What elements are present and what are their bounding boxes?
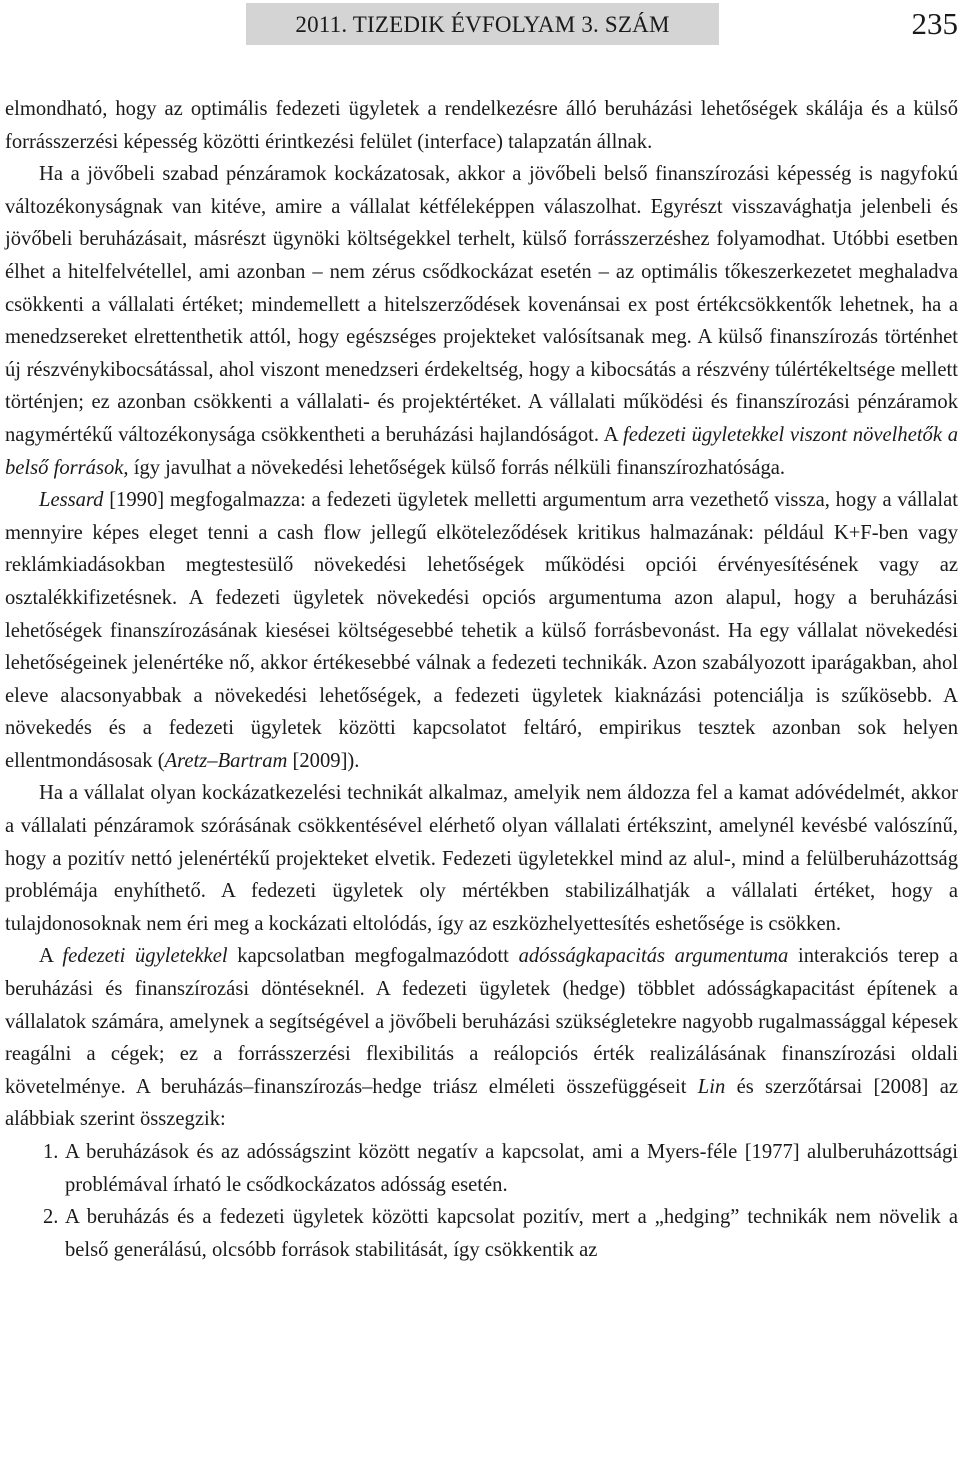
- list-item-text: A beruházások és az adósságszint között negatív a kapcsolat, ami a Myers-féle [1977] alulberuházottsági problémával írható le csődkockázatos adósság esetén.: [65, 1141, 958, 1196]
- paragraph-5: A fedezeti ügyletekkel kapcsolatban megfogalmazódott adósságkapacitás argumentuma interakciós terep a beruházási és finanszírozási döntéseknél. A fedezeti ügyletek (hedge) többlet adósságkapacitást építenek a vállalatok számára, amelynek a segítségével a jövőbeli beruházási szükségletekre nagyobb rugalmassággal képesek reagálni a cégek; ez a forrásszerzési flexibilitás a reálopciós érték realizálásának finanszírozási oldali követelménye. A beruházás–finanszírozás–hedge triász elméleti összefüggéseit Lin és szerzőtársai [2008] az alábbiak szerint összegzik:: [5, 945, 959, 1131]
- numbered-list: [5, 1136, 958, 1266]
- list-item-text: A beruházás és a fedezeti ügyletek közötti kapcsolat pozitív, mert a „hedging” technikák nem növelik a belső generálású, olcsóbb források stabilitását, így csökkentik az: [65, 1206, 958, 1261]
- list-item: [5, 1201, 958, 1266]
- paragraph-4: Ha a vállalat olyan kockázatkezelési technikát alkalmaz, amelyik nem áldozza fel a kamat adóvédelmét, akkor a vállalati pénzáramok szórásának csökkentésével elérhető olyan vállalati értékszint, amelynél kevésbé valószínű, hogy a pozitív nettó jelenértékű projekteket elvetik. Fedezeti ügyletekkel mind az alul-, mind a felülberuházottság problémája enyhíthető. A fedezeti ügyletek oly mértékben stabilizálhatják a vállalati értéket, hogy a tulajdonosoknak nem éri meg a kockázati eltolódás, így az eszközhelyettesítés eshetősége is csökken.: [5, 782, 958, 935]
- list-item-number: 2.: [43, 1206, 59, 1229]
- list-item: [5, 1136, 958, 1201]
- page-number: 235: [911, 6, 958, 41]
- paragraph-1: elmondható, hogy az optimális fedezeti ügyletek a rendelkezésre álló beruházási lehetőségek skálája és a külső forrásszerzési képesség közötti érintkezési felület (interface) talapzatán állnak.: [5, 98, 958, 153]
- paragraph-3: Lessard [1990] megfogalmazza: a fedezeti ügyletek melletti argumentum arra vezethető vissza, hogy a vállalat mennyire képes eleget tenni a cash flow jellegű elköteleződések kritikus halmazának: például K+F-ben vagy reklámkiadásokban megtestesülő növekedési lehetőségek működési opciói érvényesítésének vagy az osztalékkifizetésnek. A fedezeti ügyletek növekedési opciós argumentuma azon alapul, hogy a beruházási lehetőségek finanszírozásának kiesései költségesebbé tehetik a külső forrásbevonást. Ha egy vállalat növekedési lehetőségeinek jelenértéke nő, akkor értékesebbé válnak a fedezeti technikák. Azon szabályozott iparágakban, ahol eleve alacsonyabbak a növekedési lehetőségek, a fedezeti ügyletek kiaknázási potenciálja is szűkösebb. A növekedés és a fedezeti ügyletek közötti kapcsolatot feltáró, empirikus tesztek azonban sok helyen ellentmondásosak (Aretz–Bartram [2009]).: [5, 489, 958, 772]
- paragraph-2: Ha a jövőbeli szabad pénzáramok kockázatosak, akkor a jövőbeli belső finanszírozási képesség is nagyfokú változékonyságnak van kitéve, amire a vállalat kétféleképpen válaszolhat. Egyrészt visszavághatja jelenbeli és jövőbeli beruházásait, másrészt ügynöki költségekkel terhelt, külső forrásszerzéshez folyamodhat. Utóbbi esetben élhet a hitelfelvétellel, ami azonban – nem zérus csődkockázat esetén – az optimális tőkeszerkezetet meghaladva csökkenti a vállalati értéket; mindemellett a hitelszerződések kovenánsai ex post értékcsökkentők lehetnek, ha a menedzsereket elrettenthetik attól, hogy egészséges projekteket valósítsanak meg. A külső finanszírozás történhet új részvénykibocsátással, ahol viszont menedzseri érdekeltség, hogy a kibocsátás a részvény túlértékeltsége mellett történjen; ez azonban csökkenti a vállalati- és projektértéket. A vállalati működési és finanszírozási pénzáramok nagymértékű változékonysága csökkentheti a beruházási hajlandóságot. A fedezeti ügyletekkel viszont növelhetők a belső források, így javulhat a növekedési lehetőségek külső forrás nélküli finanszírozhatósága.: [5, 163, 958, 479]
- journal-issue-title: 2011. TIZEDIK ÉVFOLYAM 3. SZÁM: [295, 12, 670, 37]
- article-body: [5, 93, 958, 1266]
- list-item-number: 1.: [43, 1141, 59, 1163]
